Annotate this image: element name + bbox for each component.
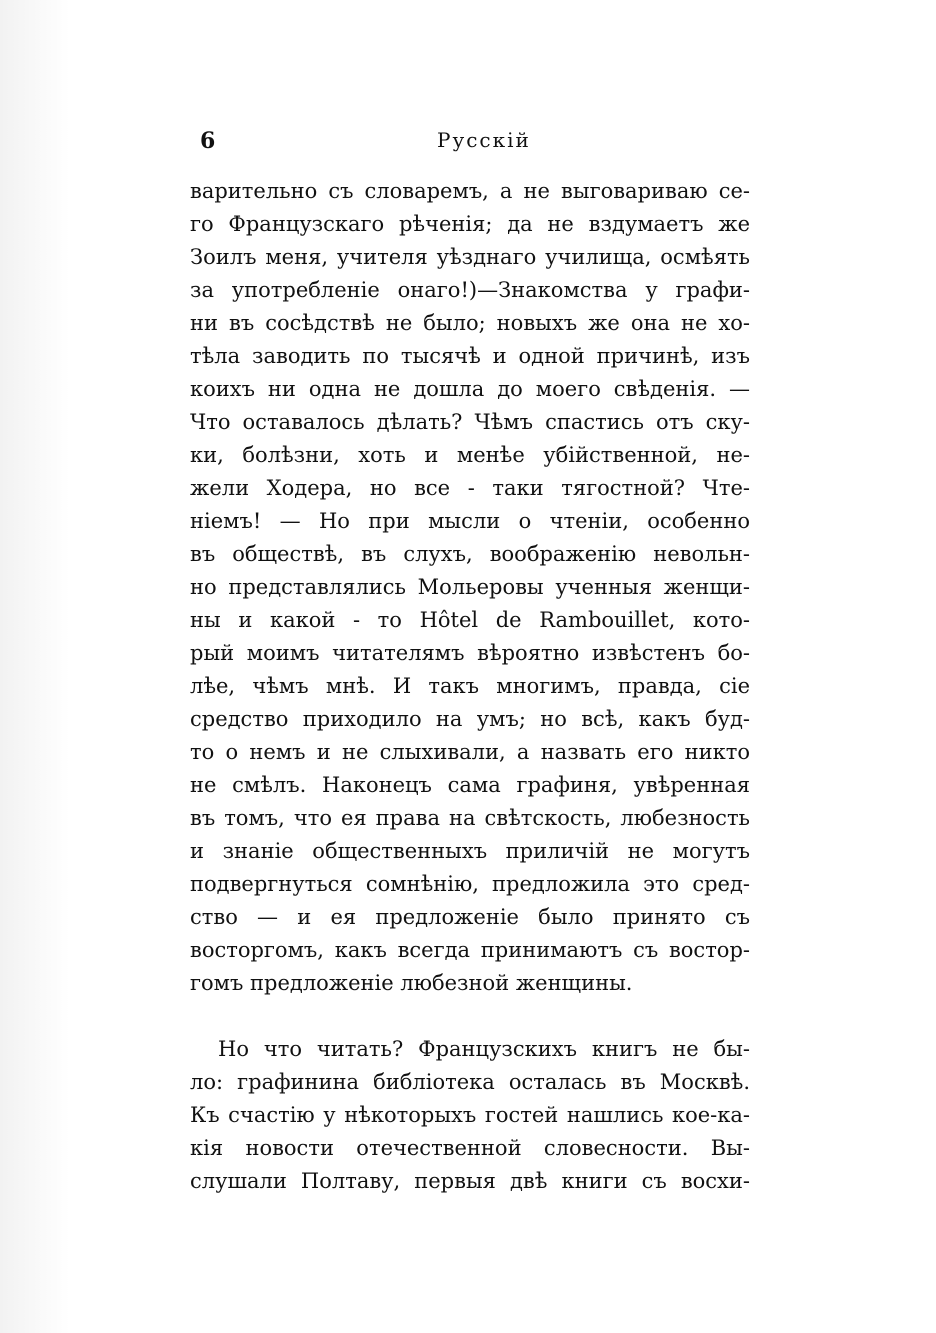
text-line: восторгомъ, какъ всегда принимаютъ съ востор-: [190, 938, 750, 962]
text-line: рый моимъ читателямъ вѣроятно извѣстенъ бо-: [190, 641, 750, 665]
text-line: подвергнуться сомнѣнію, предложила это сред-: [190, 872, 750, 896]
text-line: и знаніе общественныхъ приличій не могутъ: [190, 839, 750, 863]
text-line: жели Ходера, но все - таки тягостной? Чте-: [190, 476, 750, 500]
page-number: 6: [200, 128, 216, 154]
text-line: лѣе, чѣмъ мнѣ. И такъ многимъ, правда, сіе: [190, 674, 750, 698]
text-line: за употребленіе онаго!)—Знакомства у графи-: [190, 278, 750, 302]
text-line: въ томъ, что ея права на свѣтскость, любезность: [190, 806, 750, 830]
text-line: го Французскаго рѣченія; да не вздумаетъ же: [190, 212, 750, 236]
scan-margin-shade: [0, 0, 70, 1333]
text-line: ство — и ея предложеніе было принято съ: [190, 905, 750, 929]
text-line: ло: графинина библіотека осталась въ Москвѣ.: [190, 1070, 750, 1094]
text-line: Но что читать? Французскихъ книгъ не бы-: [218, 1037, 750, 1061]
text-line: Зоилъ меня, учителя уѣзднаго училища, осмѣять: [190, 245, 750, 269]
text-line: варительно съ словаремъ, а не выговариваю се-: [190, 179, 750, 203]
running-title: Русскій: [437, 128, 531, 152]
text-line: но представлялись Мольеровы ученныя женщи-: [190, 575, 750, 599]
text-line: тѣла заводить по тысячѣ и одной причинѣ, изъ: [190, 344, 750, 368]
text-line: гомъ предложеніе любезной женщины.: [190, 971, 633, 995]
text-line: въ обществѣ, въ слухъ, воображенію невольн-: [190, 542, 750, 566]
text-line: ны и какой - то Hôtel de Rambouillet, кото-: [190, 608, 750, 632]
text-line: Что оставалось дѣлать? Чѣмъ спастись отъ ску-: [190, 410, 750, 434]
text-line: коихъ ни одна не дошла до моего свѣденія. —: [190, 377, 750, 401]
text-line: Къ счастію у нѣкоторыхъ гостей нашлись кое-ка-: [190, 1103, 750, 1127]
text-line: кія новости отечественной словесности. Вы-: [190, 1136, 750, 1160]
text-line: ніемъ! — Но при мысли о чтеніи, особенно: [190, 509, 750, 533]
text-line: то о немъ и не слыхивали, а назвать его никто: [190, 740, 750, 764]
text-line: ки, болѣзни, хоть и менѣе убійственной, не-: [190, 443, 750, 467]
text-line: ни въ сосѣдствѣ не было; новыхъ же она не хо-: [190, 311, 750, 335]
text-line: не смѣлъ. Наконецъ сама графиня, увѣренная: [190, 773, 750, 797]
text-line: средство приходило на умъ; но всѣ, какъ буд-: [190, 707, 750, 731]
text-line: слушали Полтаву, первыя двѣ книги съ восхи-: [190, 1169, 750, 1193]
